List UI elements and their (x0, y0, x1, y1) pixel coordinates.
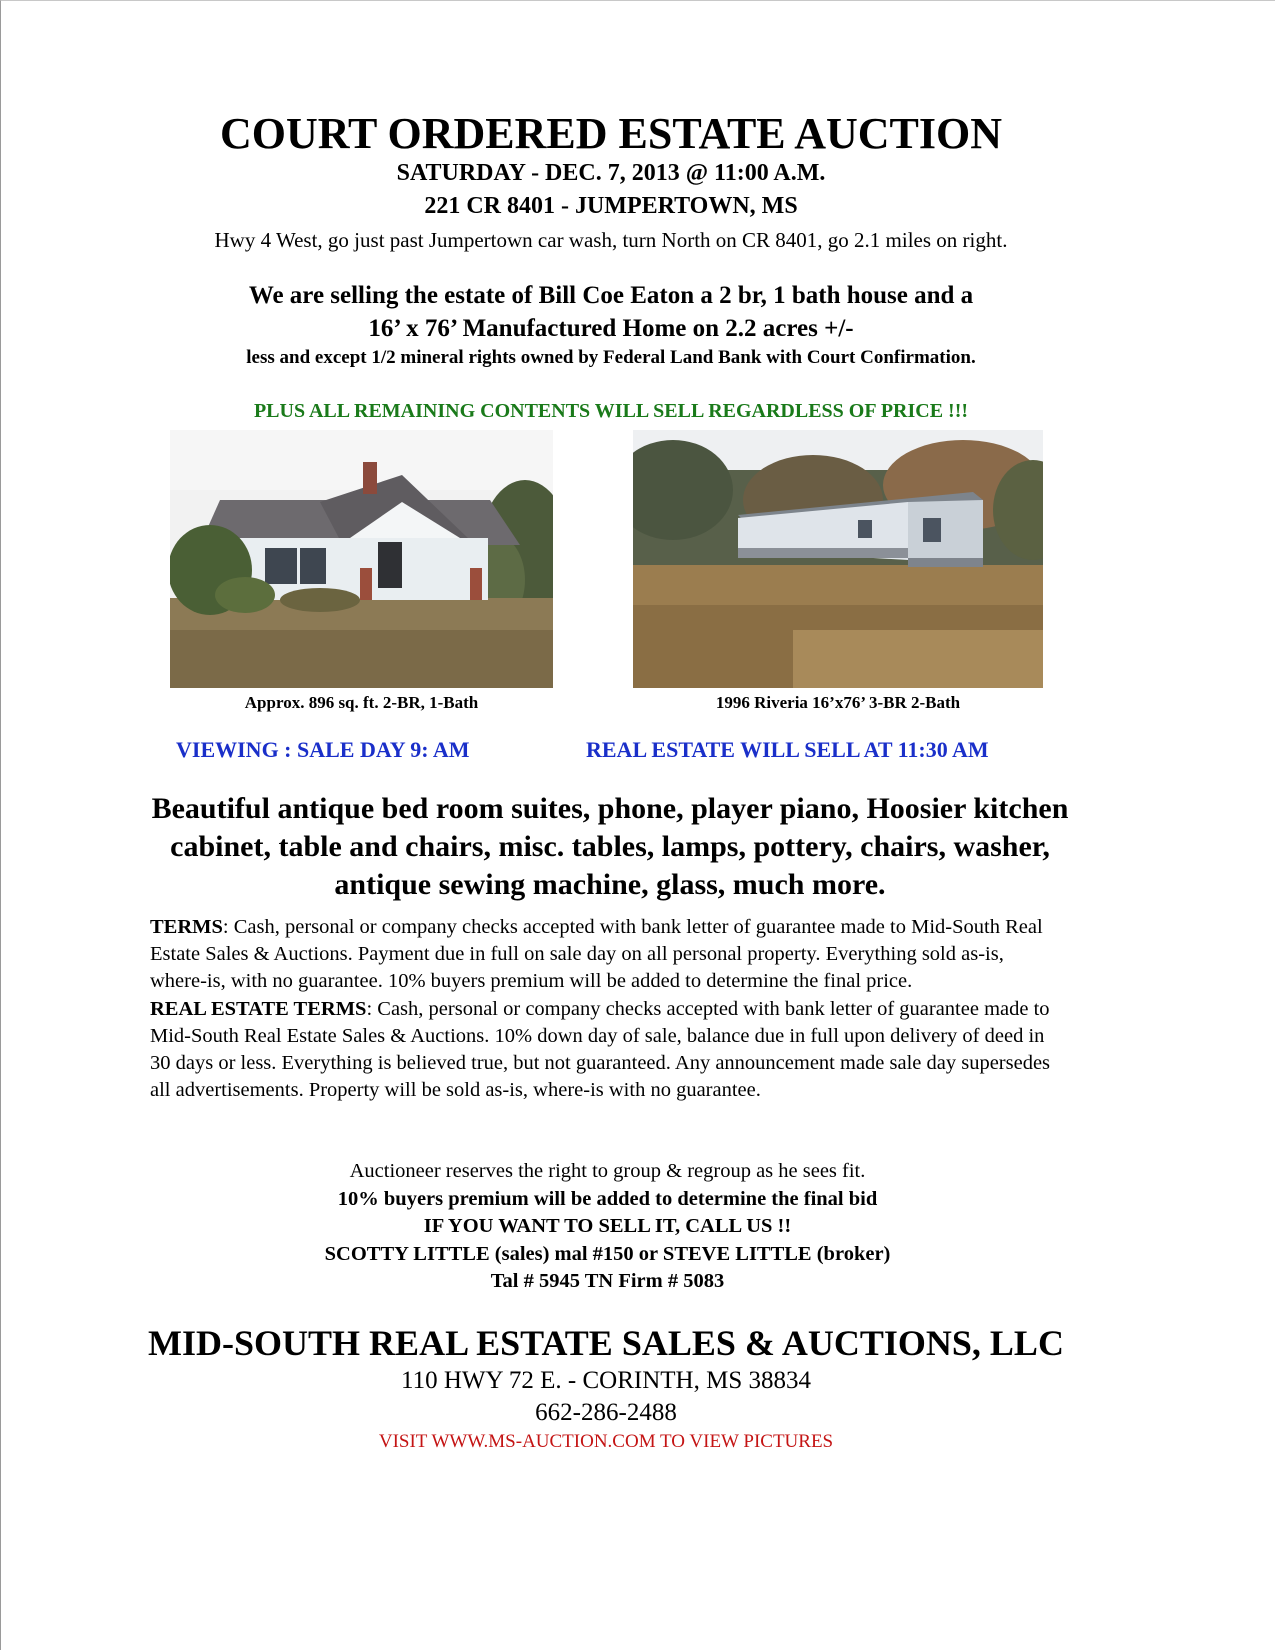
real-estate-sale-time: REAL ESTATE WILL SELL AT 11:30 AM (586, 737, 989, 762)
intro-line-2: 16’ x 76’ Manufactured Home on 2.2 acres +/- (368, 315, 854, 342)
contents-notice: PLUS ALL REMAINING CONTENTS WILL SELL REGARDLESS OF PRICE !!! (253, 400, 969, 422)
intro-line-1: We are selling the estate of Bill Coe Eaton a 2 br, 1 bath house and a (248, 282, 974, 309)
real-estate-terms-paragraph (150, 996, 1065, 1105)
contact-names: SCOTTY LITTLE (sales) mal #150 or STEVE LITTLE (broker) (324, 1243, 891, 1265)
page-title: COURT ORDERED ESTATE AUCTION (219, 109, 1003, 158)
real-estate-terms-text: : Cash, personal or company checks accepted with bank letter of guarantee made to Mid-South Real Estate Sales & Auctions. 10% down day of sale, balance due in full upon delivery of deed in 30 days or less. Everything is believed true, but not guaranteed. Any announcement made sale day supersedes all advertisements. Property will be sold as-is, where-is with no guarantee. (150, 997, 1051, 1102)
intro-line-3: less and except 1/2 mineral rights owned by Federal Land Bank with Court Confirmation. (246, 347, 976, 368)
license-numbers: Tal # 5945 TN Firm # 5083 (490, 1270, 725, 1292)
auction-date: SATURDAY - DEC. 7, 2013 @ 11:00 A.M. (396, 160, 826, 186)
manufactured-home-caption: 1996 Riveria 16’x76’ 3-BR 2-Bath (715, 693, 961, 712)
manufactured-home-photo (633, 430, 1043, 688)
viewing-time: VIEWING : SALE DAY 9: AM (176, 737, 470, 762)
house-photo (170, 430, 553, 688)
website-link[interactable]: VISIT WWW.MS-AUCTION.COM TO VIEW PICTURES (378, 1431, 834, 1452)
auctioneer-reserve-notice: Auctioneer reserves the right to group & regroup as he sees fit. (349, 1160, 866, 1182)
want-to-sell-notice: IF YOU WANT TO SELL IT, CALL US !! (423, 1215, 792, 1237)
company-phone: 662-286-2488 (535, 1399, 677, 1426)
antiques-list: Beautiful antique bed room suites, phone, player piano, Hoosier kitchen cabinet, table and chairs, misc. tables, lamps, pottery, chairs, washer, antique sewing machine, glass, much more. (151, 792, 1069, 901)
terms-label: TERMS (150, 916, 223, 938)
company-address: 110 HWY 72 E. - CORINTH, MS 38834 (401, 1367, 811, 1394)
terms-section (150, 914, 1065, 1104)
auction-address: 221 CR 8401 - JUMPERTOWN, MS (424, 193, 798, 219)
terms-paragraph (150, 914, 1065, 996)
directions: Hwy 4 West, go just past Jumpertown car wash, turn North on CR 8401, go 2.1 miles on right. (214, 228, 1008, 252)
terms-text: : Cash, personal or company checks accepted with bank letter of guarantee made to Mid-South Real Estate Sales & Auctions. Payment due in full on sale day on all personal property. Everything sold as-is, where-is, with no guarantee. 10% buyers premium will be added to determine the final price. (150, 916, 1043, 993)
buyers-premium-notice: 10% buyers premium will be added to determine the final bid (337, 1188, 878, 1210)
real-estate-terms-label: REAL ESTATE TERMS (150, 997, 367, 1020)
company-name: MID-SOUTH REAL ESTATE SALES & AUCTIONS, LLC (148, 1323, 1064, 1363)
house-photo-caption: Approx. 896 sq. ft. 2-BR, 1-Bath (244, 693, 479, 712)
